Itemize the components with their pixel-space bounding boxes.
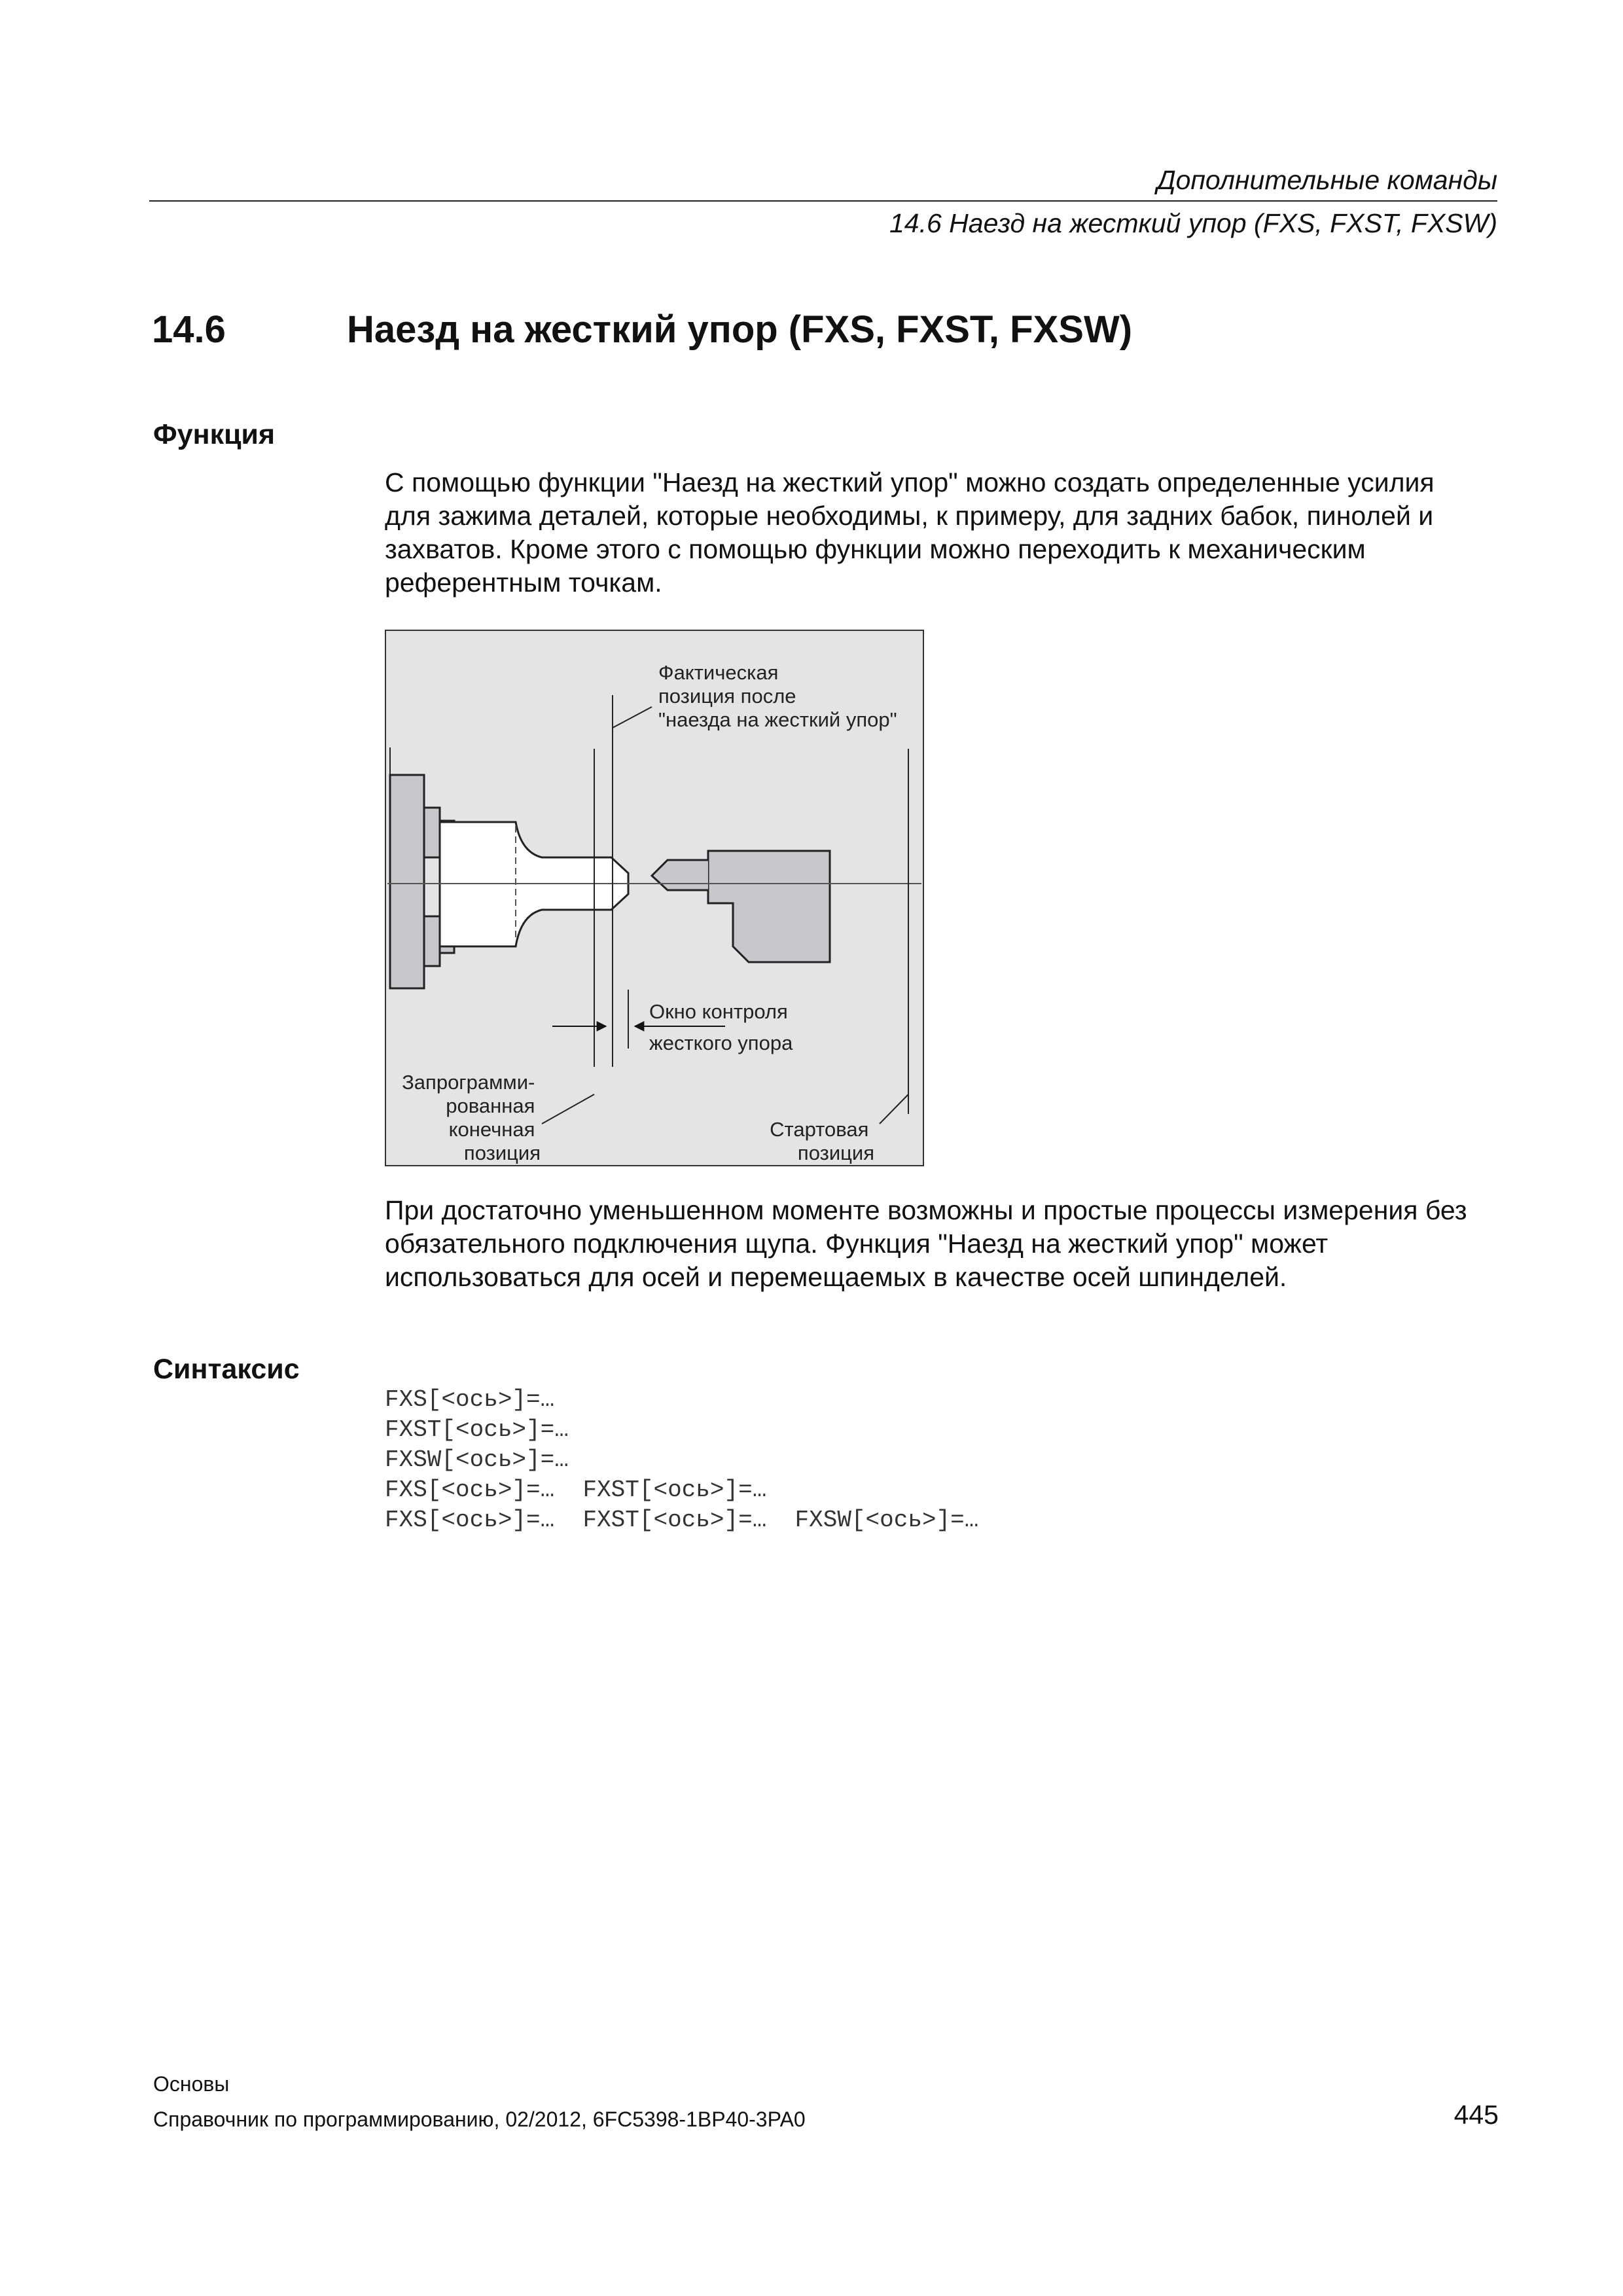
paragraph-line: захватов. Кроме этого с помощью функции можно переходить к механическим bbox=[385, 534, 1366, 564]
footer-manual-info: Справочник по программированию, 02/2012, 6FC5398-1BP40-3PA0 bbox=[153, 2108, 806, 2131]
syntax-line: FXS[<ось>]=… FXST[<ось>]=… bbox=[385, 1477, 767, 1503]
chuck-jaw-top bbox=[424, 808, 440, 857]
function-paragraph-1 bbox=[385, 466, 1510, 600]
label-window-line: жесткого упора bbox=[649, 1031, 793, 1054]
page-number: 445 bbox=[1454, 2100, 1499, 2130]
chuck-body bbox=[390, 775, 424, 988]
label-actual-line: Фактическая bbox=[658, 661, 779, 684]
paragraph-line: референтным точкам. bbox=[385, 567, 662, 598]
label-start-line: позиция bbox=[797, 1141, 874, 1164]
fixed-stop-diagram bbox=[385, 630, 924, 1166]
paragraph-line: использоваться для осей и перемещаемых в качестве осей шпинделей. bbox=[385, 1262, 1287, 1292]
footer-book-title: Основы bbox=[153, 2072, 230, 2096]
syntax-heading: Синтаксис bbox=[153, 1354, 300, 1385]
label-window-line: Окно контроля bbox=[649, 1000, 788, 1023]
label-actual-line: "наезда на жесткий упор" bbox=[658, 708, 897, 731]
label-programmed-line: рованная bbox=[446, 1094, 535, 1117]
syntax-code-block bbox=[385, 1385, 978, 1535]
running-header-section: 14.6 Наезд на жесткий упор (FXS, FXST, FXSW) bbox=[889, 208, 1497, 238]
label-programmed-line: конечная bbox=[448, 1118, 535, 1141]
section-number: 14.6 bbox=[152, 308, 226, 351]
paragraph-line: С помощью функции "Наезд на жесткий упор" можно создать определенные усилия bbox=[385, 467, 1435, 497]
paragraph-line: для зажима деталей, которые необходимы, к примеру, для задних бабок, пинолей и bbox=[385, 501, 1434, 531]
function-heading: Функция bbox=[153, 419, 276, 450]
function-paragraph-2 bbox=[385, 1194, 1510, 1294]
chuck-jaw-bottom bbox=[424, 916, 440, 966]
syntax-line: FXSW[<ось>]=… bbox=[385, 1446, 569, 1473]
label-programmed-line: позиция bbox=[463, 1141, 541, 1164]
label-programmed-line: Запрограмми- bbox=[402, 1071, 535, 1094]
syntax-line: FXS[<ось>]=… FXST[<ось>]=… FXSW[<ось>]=… bbox=[385, 1507, 979, 1534]
label-actual-line: позиция после bbox=[658, 685, 796, 708]
syntax-line: FXST[<ось>]=… bbox=[385, 1416, 569, 1443]
paragraph-line: обязательного подключения щупа. Функция "Наезд на жесткий упор" может bbox=[385, 1229, 1329, 1259]
diagram-svg bbox=[385, 630, 924, 1166]
header-divider bbox=[149, 200, 1497, 202]
paragraph-line: При достаточно уменьшенном моменте возможны и простые процессы измерения без bbox=[385, 1195, 1467, 1225]
section-title: Наезд на жесткий упор (FXS, FXST, FXSW) bbox=[347, 308, 1133, 351]
syntax-line: FXS[<ось>]=… bbox=[385, 1386, 555, 1413]
label-start-line: Стартовая bbox=[770, 1118, 869, 1141]
running-header-chapter: Дополнительные команды bbox=[1156, 165, 1497, 195]
